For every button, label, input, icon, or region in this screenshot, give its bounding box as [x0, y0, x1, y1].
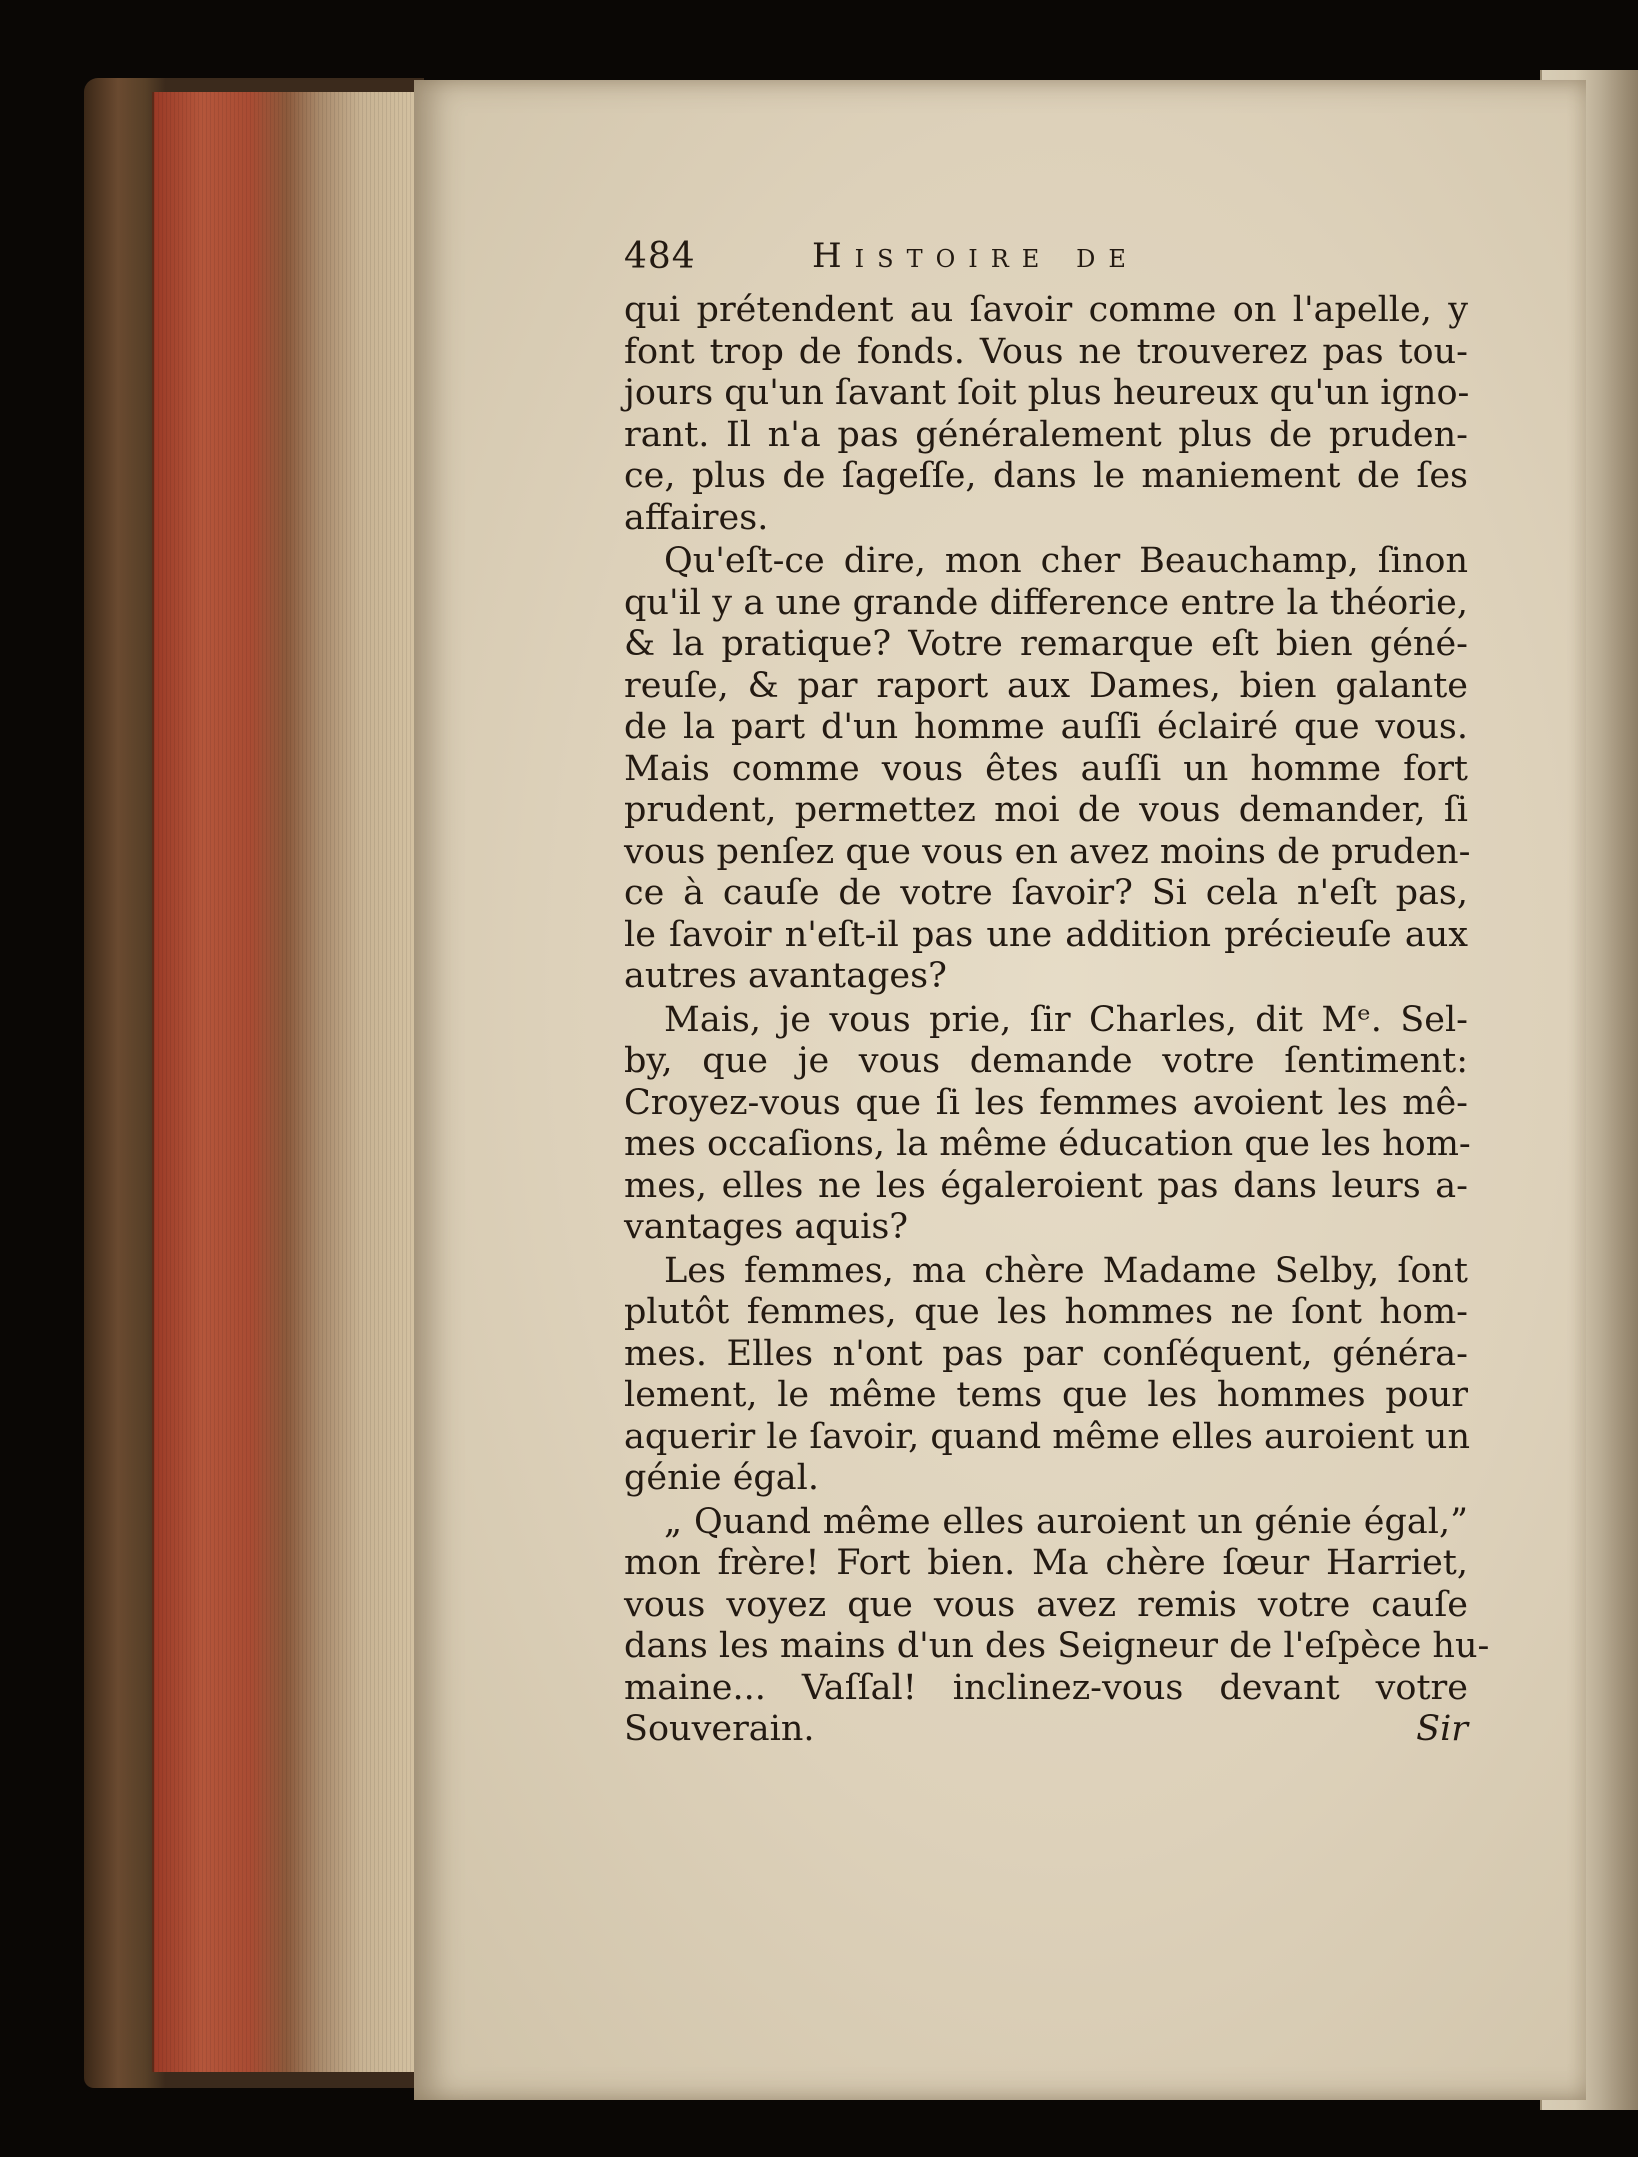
paragraph [624, 290, 1468, 539]
text-line: reuſe, & par raport aux Dames, bien galante [624, 665, 1468, 706]
text-line: & la pratique? Votre remarque eſt bien géné- [624, 624, 1468, 664]
text-line: prudent, permettez moi de vous demander, ſi [624, 790, 1468, 830]
text-line: Mais comme vous êtes auſſi un homme fort [624, 748, 1468, 789]
text-line: Les femmes, ma chère Madame Selby, ſont [664, 1250, 1468, 1291]
text-line: jours qu'un ſavant ſoit plus heureux qu'un igno- [624, 373, 1470, 413]
text-line: ce, plus de ſageſſe, dans le maniement de ſes [624, 456, 1468, 496]
text-line: mes occaſions, la même éducation que les hom- [624, 1124, 1471, 1164]
paragraph [624, 1501, 1490, 1751]
paragraph [624, 1251, 1468, 1500]
text-line: vous voyez que vous avez remis votre cauſe [624, 1584, 1468, 1625]
text-line: lement, le même tems que les hommes pour [624, 1375, 1468, 1415]
running-title: Histoire de [812, 236, 1139, 276]
text-line: ce à cauſe de votre ſavoir? Si cela n'eſt pas, [624, 873, 1468, 913]
text-line: de la part d'un homme auſſi éclairé que vous. [624, 707, 1468, 747]
text-line: qui prétendent au ſavoir comme on l'apelle, y [624, 290, 1468, 330]
text-line: Mais, je vous prie, ſir Charles, dit Mᵉ. Sel- [664, 999, 1468, 1040]
text-line: rant. Il n'a pas généralement plus de pruden- [624, 414, 1468, 455]
paragraph [624, 541, 1471, 998]
text-line: font trop de fonds. Vous ne trouverez pas tou- [624, 331, 1468, 372]
text-line: aquerir le ſavoir, quand même elles auroient un [624, 1416, 1470, 1457]
text-line: dans les mains d'un des Seigneur de l'eſpèce hu- [624, 1626, 1490, 1666]
text-line: by, que je vous demande votre ſentiment: [624, 1041, 1468, 1081]
running-head [624, 236, 1468, 288]
text-line: mon frère! Fort bien. Ma chère ſœur Harriet, [624, 1543, 1468, 1583]
text-line: plutôt femmes, que les hommes ne ſont hom- [624, 1292, 1468, 1332]
text-line: Souverain. [624, 1709, 815, 1749]
text-line: génie égal. [624, 1458, 819, 1498]
page-number: 484 [624, 236, 696, 277]
text-line: mes. Elles n'ont pas par conſéquent, généra- [624, 1333, 1468, 1374]
text-line: vous penſez que vous en avez moins de pruden- [624, 831, 1471, 872]
paragraph [624, 999, 1471, 1249]
catchword: Sir [1416, 1709, 1468, 1749]
last-line-row [624, 1709, 1468, 1751]
page-edges [152, 92, 420, 2072]
text-line: autres avantages? [624, 956, 947, 996]
text-line: le ſavoir n'eſt-il pas une addition précieuſe aux [624, 914, 1468, 955]
text-line: affaires. [624, 497, 769, 538]
text-line: Qu'eſt-ce dire, mon cher Beauchamp, ſinon [664, 541, 1468, 581]
text-line: „ Quand même elles auroient un génie égal,” [664, 1501, 1468, 1542]
text-line: qu'il y a une grande difference entre la théorie, [624, 582, 1468, 623]
page-text-block [624, 236, 1490, 1751]
text-line: vantages aquis? [624, 1207, 909, 1247]
text-line: Croyez-vous que ſi les femmes avoient les mê- [624, 1082, 1468, 1123]
text-line: maine... Vaſſal! inclinez-vous devant votre [624, 1667, 1468, 1708]
text-line: mes, elles ne les égaleroient pas dans leurs a- [624, 1165, 1468, 1206]
